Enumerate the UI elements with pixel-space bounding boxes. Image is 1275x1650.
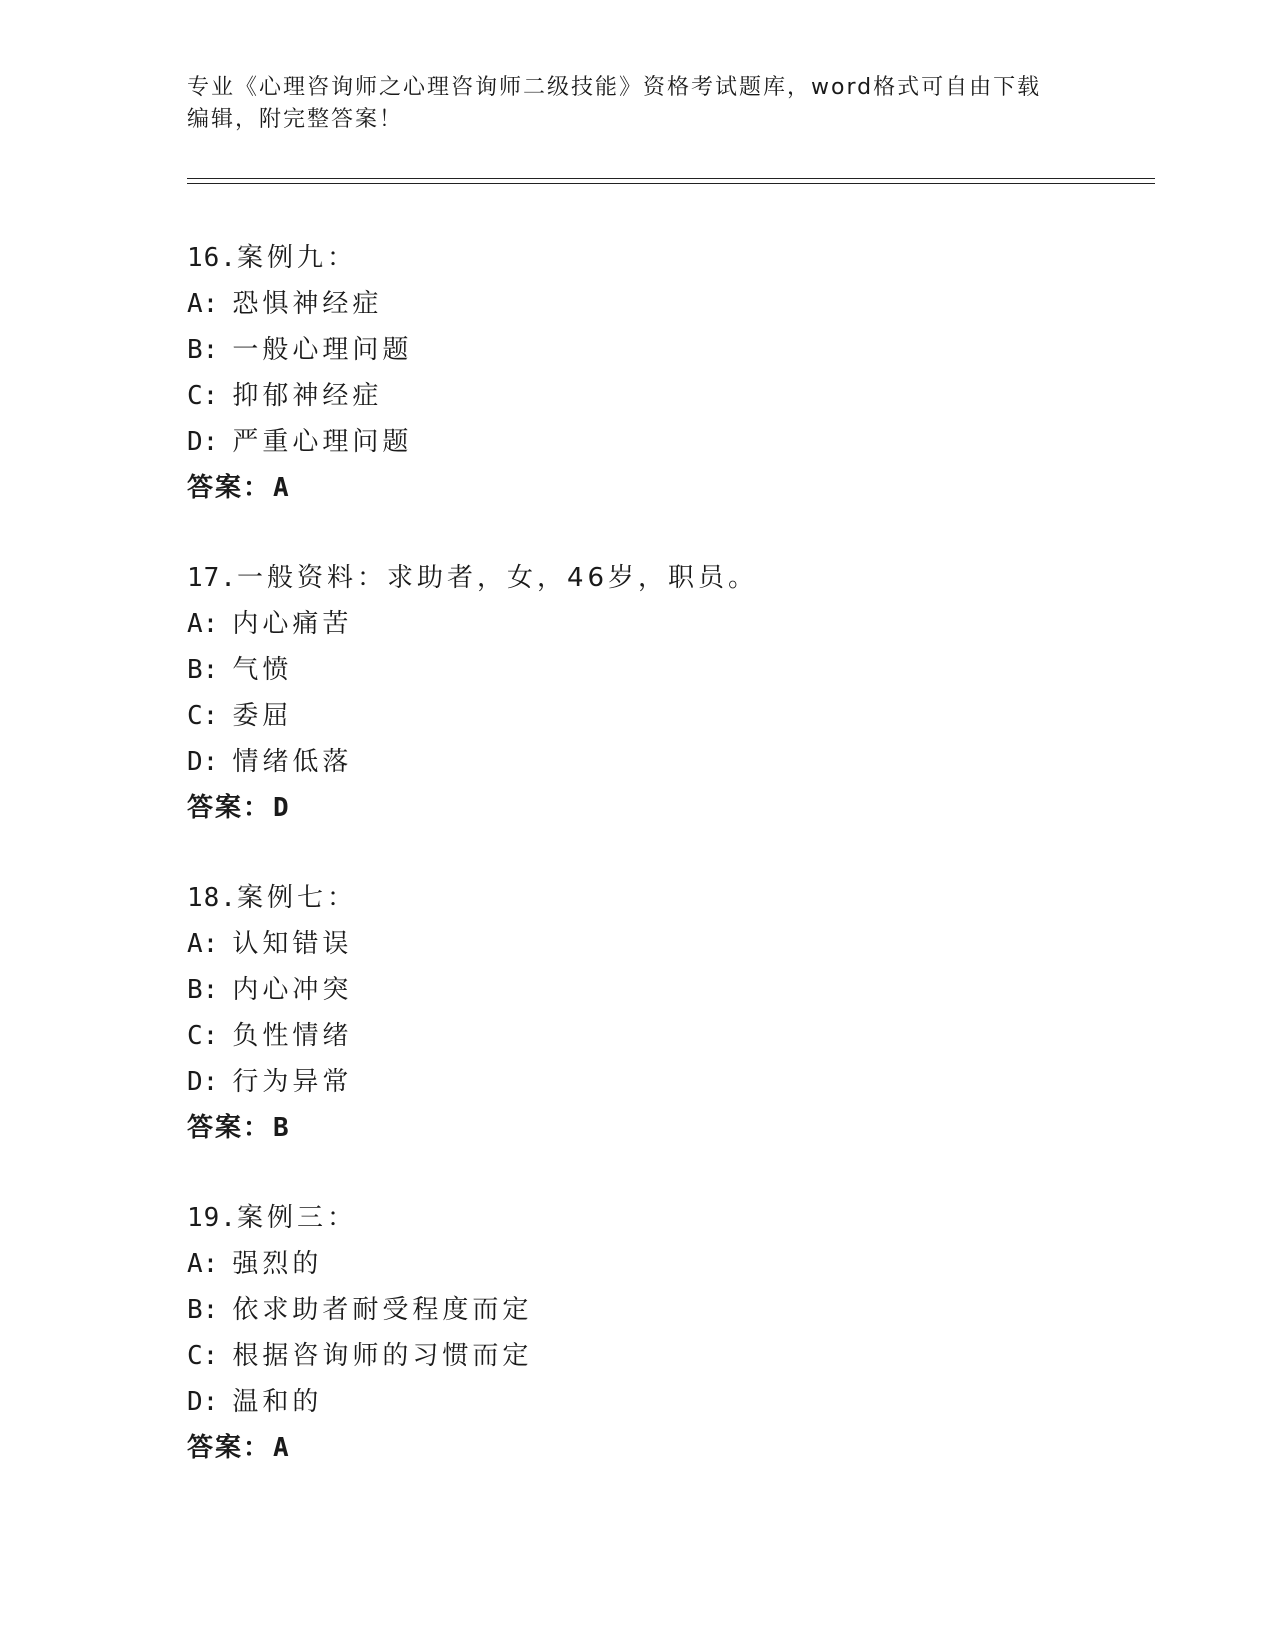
option-key: B:: [187, 335, 219, 365]
question-stem: [187, 1195, 1087, 1241]
answer-value: B: [273, 1113, 291, 1143]
option-key: A:: [187, 289, 219, 319]
option-key: C:: [187, 1341, 219, 1371]
option-key: A:: [187, 1249, 219, 1279]
option-key: D:: [187, 1387, 219, 1417]
answer-label: 答案：: [187, 1433, 272, 1463]
option-d: [187, 739, 1087, 785]
option-key: C:: [187, 381, 219, 411]
option-key: A:: [187, 609, 219, 639]
option-b: [187, 967, 1087, 1013]
option-text: 严重心理问题: [232, 427, 413, 457]
option-text: 根据咨询师的习惯而定: [232, 1341, 533, 1371]
question-number: 16.: [187, 243, 237, 273]
option-a: [187, 281, 1087, 327]
answer-line: [187, 465, 1087, 511]
question-number: 17.: [187, 563, 237, 593]
option-text: 情绪低落: [232, 747, 353, 777]
question-text: 一般资料：求助者，女，46岁，职员。: [236, 563, 759, 593]
option-d: [187, 419, 1087, 465]
option-key: D:: [187, 747, 219, 777]
option-a: [187, 601, 1087, 647]
answer-label: 答案：: [187, 1113, 272, 1143]
question-number: 19.: [187, 1203, 237, 1233]
answer-label: 答案：: [187, 793, 272, 823]
answer-value: D: [273, 793, 291, 823]
option-text: 恐惧神经症: [232, 289, 383, 319]
option-c: [187, 1333, 1087, 1379]
option-d: [187, 1059, 1087, 1105]
option-text: 认知错误: [232, 929, 353, 959]
option-key: B:: [187, 975, 219, 1005]
option-b: [187, 327, 1087, 373]
question-16: [187, 235, 1087, 511]
question-number: 18.: [187, 883, 237, 913]
answer-value: A: [273, 1433, 291, 1463]
answer-line: [187, 1105, 1087, 1151]
header-line-2: 编辑，附完整答案！: [187, 107, 404, 132]
option-key: D:: [187, 427, 219, 457]
answer-value: A: [273, 473, 291, 503]
header-line-1: 专业《心理咨询师之心理咨询师二级技能》资格考试题库，word格式可自由下载: [187, 75, 1042, 100]
option-text: 依求助者耐受程度而定: [232, 1295, 533, 1325]
question-stem: [187, 235, 1087, 281]
option-text: 一般心理问题: [232, 335, 413, 365]
option-b: [187, 1287, 1087, 1333]
option-d: [187, 1379, 1087, 1425]
document-header: [187, 72, 1087, 136]
question-17: [187, 555, 1087, 831]
option-text: 负性情绪: [232, 1021, 353, 1051]
option-key: B:: [187, 655, 219, 685]
option-text: 内心痛苦: [232, 609, 353, 639]
question-text: 案例七：: [236, 883, 357, 913]
question-text: 案例九：: [236, 243, 357, 273]
answer-line: [187, 1425, 1087, 1471]
question-stem: [187, 555, 1087, 601]
option-key: C:: [187, 1021, 219, 1051]
option-c: [187, 1013, 1087, 1059]
option-text: 委屈: [232, 701, 293, 731]
question-stem: [187, 875, 1087, 921]
option-a: [187, 921, 1087, 967]
option-key: C:: [187, 701, 219, 731]
option-text: 气愤: [232, 655, 293, 685]
option-key: B:: [187, 1295, 219, 1325]
header-divider-bottom: [187, 183, 1155, 184]
option-key: D:: [187, 1067, 219, 1097]
header-divider-top: [187, 178, 1155, 179]
question-19: [187, 1195, 1087, 1471]
question-18: [187, 875, 1087, 1151]
option-text: 强烈的: [232, 1249, 323, 1279]
option-text: 行为异常: [232, 1067, 353, 1097]
answer-line: [187, 785, 1087, 831]
option-c: [187, 693, 1087, 739]
option-key: A:: [187, 929, 219, 959]
option-c: [187, 373, 1087, 419]
option-a: [187, 1241, 1087, 1287]
option-text: 抑郁神经症: [232, 381, 383, 411]
option-b: [187, 647, 1087, 693]
answer-label: 答案：: [187, 473, 272, 503]
option-text: 内心冲突: [232, 975, 353, 1005]
question-text: 案例三：: [236, 1203, 357, 1233]
option-text: 温和的: [232, 1387, 323, 1417]
